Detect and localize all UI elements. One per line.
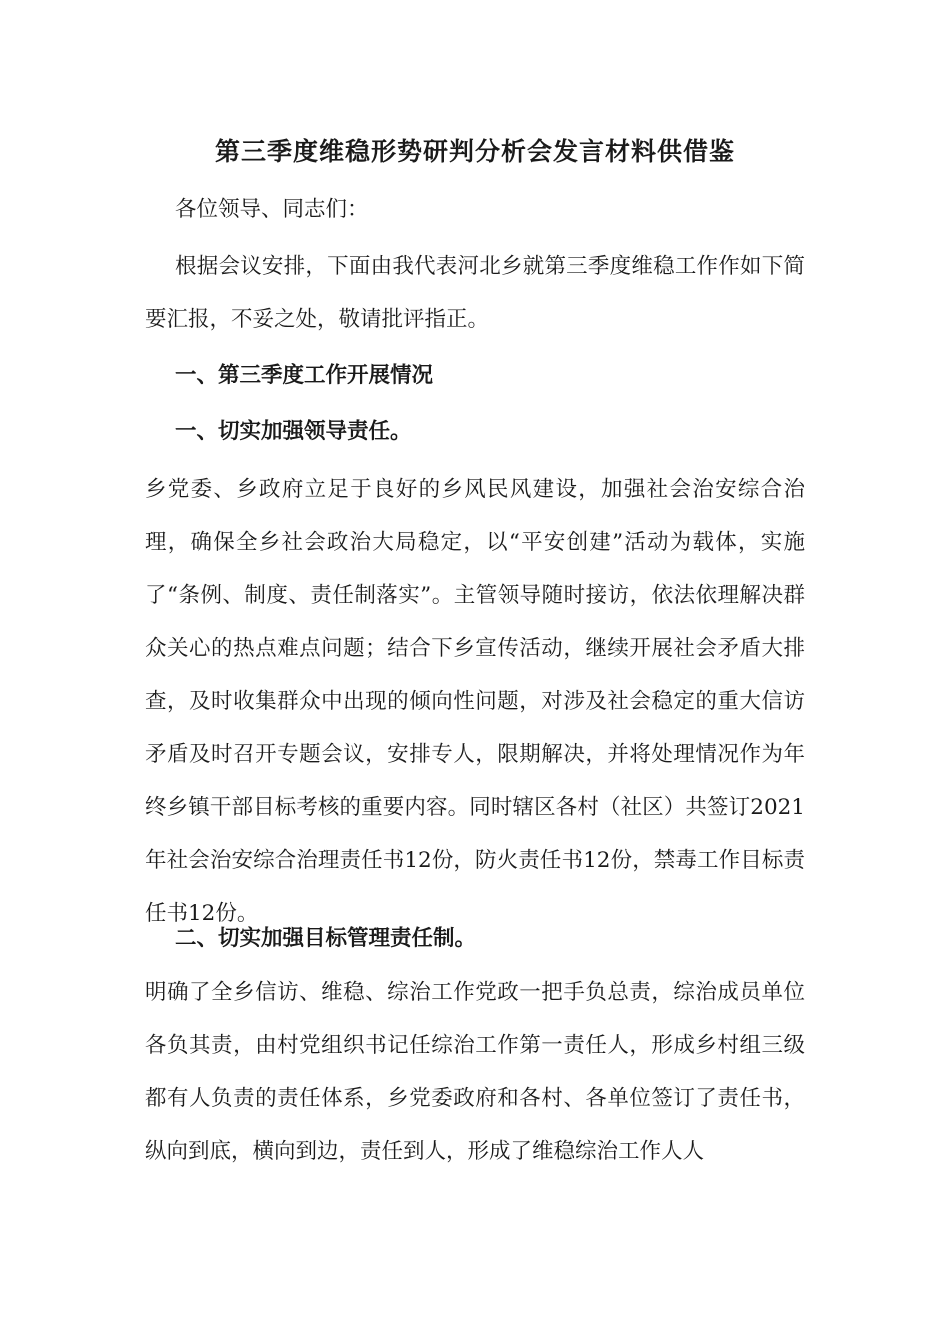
- subsection-body-1: 乡党委、乡政府立足于良好的乡风民风建设，加强社会治安综合治理，确保全乡社会政治大局稳定，以“平安创建”活动为载体，实施了“条例、制度、责任制落实”。主管领导随时接访，依法依理解决群众关心的热点难点问题；结合下乡宣传活动，继续开展社会矛盾大排查，及时收集群众中出现的倾向性问题，对涉及社会稳定的重大信访矛盾及时召开专题会议，安排专人，限期解决，并将处理情况作为年终乡镇干部目标考核的重要内容。同时辖区各村（社区）共签订2021年社会治安综合治理责任书12份，防火责任书12份，禁毒工作目标责任书12份。: [145, 477, 805, 926]
- intro-paragraph: 根据会议安排，下面由我代表河北乡就第三季度维稳工作作如下简要汇报，不妥之处，敬请批评指正。: [145, 254, 805, 332]
- greeting-line: 各位领导、同志们：: [175, 197, 369, 222]
- document-title: 第三季度维稳形势研判分析会发言材料供借鉴: [214, 137, 735, 166]
- subsection-heading-1: 一、切实加强领导责任。: [175, 419, 412, 444]
- section-heading-1: 一、第三季度工作开展情况: [175, 363, 434, 388]
- subsection-heading-2: 二、切实加强目标管理责任制。: [175, 926, 477, 951]
- subsection-body-2: 明确了全乡信访、维稳、综治工作党政一把手负总责，综治成员单位各负其责，由村党组织书记任综治工作第一责任人，形成乡村组三级都有人负责的责任体系，乡党委政府和各村、各单位签订了责任书，纵向到底，横向到边，责任到人，形成了维稳综治工作人人: [145, 980, 805, 1164]
